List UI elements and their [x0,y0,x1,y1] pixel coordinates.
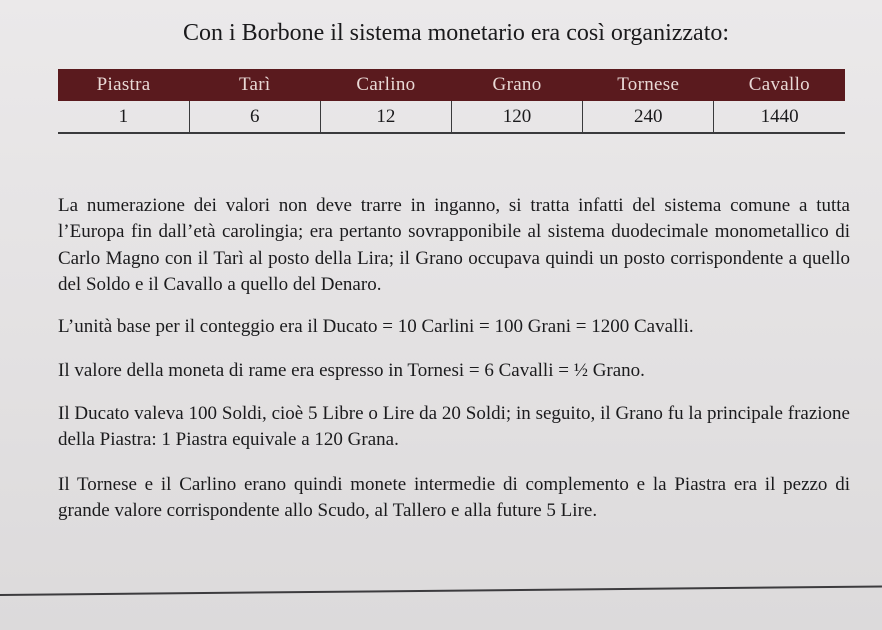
page-title: Con i Borbone il sistema monetario era così organizzato: [182,20,730,46]
table-cell: 120 [451,101,582,133]
column-header: Tarì [189,69,320,101]
bottom-divider-line [0,586,882,596]
paragraph: Il Tornese e il Carlino erano quindi monete intermedie di complemento e la Piastra era il pezzo di grande valore corrispondente allo Scudo, al Tallero e alla future 5 Lire. [58,474,850,522]
column-header: Cavallo [714,69,845,101]
currency-table [58,69,845,134]
column-header: Carlino [320,69,451,101]
column-header: Piastra [58,69,189,101]
column-header: Tornese [583,69,714,101]
table-cell: 6 [189,101,320,133]
paragraph: L’unità base per il conteggio era il Ducato = 10 Carlini = 100 Grani = 1200 Cavalli. [58,316,694,337]
paragraph: Il valore della moneta di rame era espresso in Tornesi = 6 Cavalli = ½ Grano. [58,360,645,381]
table-cell: 1440 [714,101,845,133]
table-header-row [58,69,845,101]
table-cell: 12 [320,101,451,133]
paragraph: Il Ducato valeva 100 Soldi, cioè 5 Libre o Lire da 20 Soldi; in seguito, il Grano fu la principale frazione della Piastra: 1 Piastra equivale a 120 Grana. [58,403,850,451]
column-header: Grano [451,69,582,101]
table-row [58,101,845,133]
table-cell: 240 [583,101,714,133]
table-cell: 1 [58,101,189,133]
paragraph: La numerazione dei valori non deve trarre in inganno, si tratta infatti del sistema comune a tutta l’Europa fin dall’età carolingia; era pertanto sovrapponibile al sistema duodecimale monometallico di Carlo Magno con il Tarì al posto della Lira; il Grano occupava quindi un posto corrispondente a quello del Soldo e il Cavallo a quello del Denaro. [58,195,850,295]
